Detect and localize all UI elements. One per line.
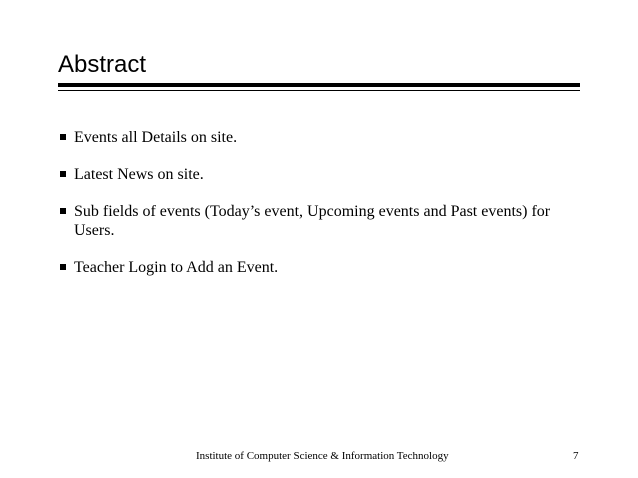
- bullet-text: Events all Details on site.: [74, 129, 238, 146]
- bullet-item: [58, 165, 588, 184]
- title-underline-thin: [58, 90, 580, 91]
- bullet-text: Sub fields of events (Today’s event, Upcoming events and Past events) for Users.: [74, 203, 551, 239]
- square-bullet-icon: [60, 171, 66, 177]
- page-number: 7: [573, 450, 579, 462]
- footer-institute: Institute of Computer Science & Information Technology: [196, 450, 449, 462]
- bullet-item: [58, 258, 588, 277]
- bullet-text: Teacher Login to Add an Event.: [74, 259, 279, 276]
- title-underline-thick: [58, 83, 580, 87]
- bullet-item: [58, 128, 588, 147]
- bullet-item: [58, 202, 588, 240]
- square-bullet-icon: [60, 208, 66, 214]
- bullet-list: [58, 128, 588, 295]
- square-bullet-icon: [60, 264, 66, 270]
- bullet-text: Latest News on site.: [74, 166, 204, 183]
- square-bullet-icon: [60, 134, 66, 140]
- slide-title: Abstract: [58, 51, 147, 78]
